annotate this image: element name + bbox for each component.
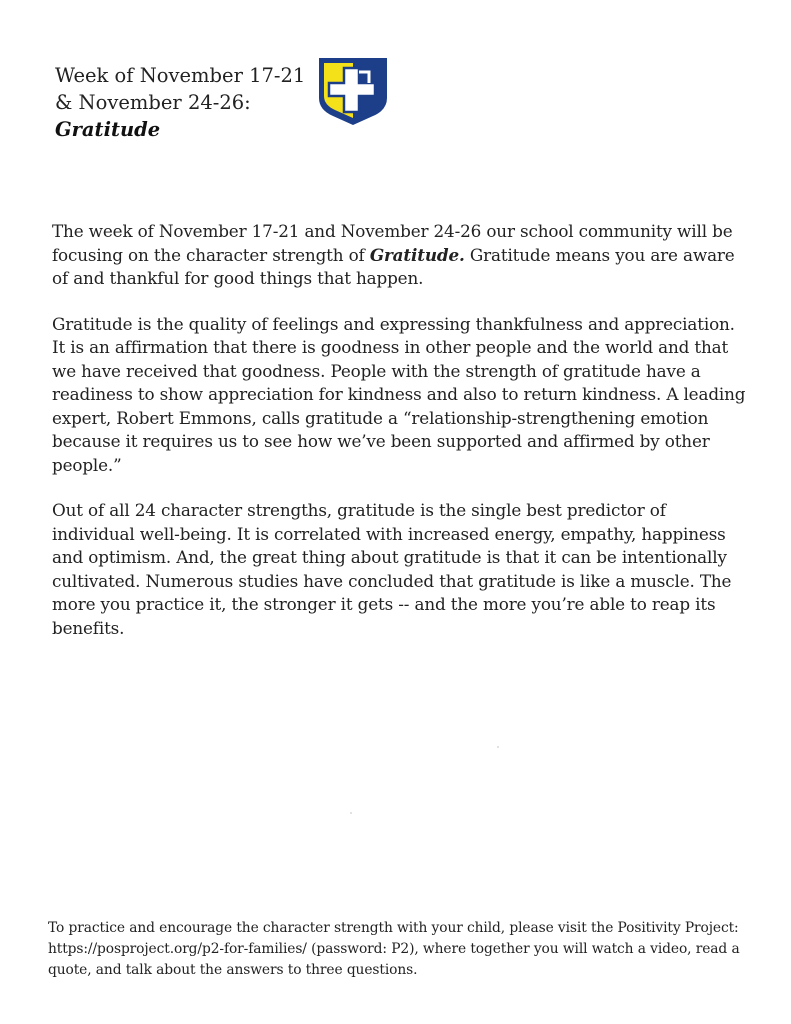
header-week-line-2: & November 24-26: [55, 91, 251, 114]
header-title: Gratitude [55, 118, 161, 141]
scan-speck [350, 812, 352, 814]
body-text [52, 220, 752, 662]
header [55, 62, 315, 143]
intro-emphasis: Gratitude. [369, 244, 465, 265]
intro-text-end: Gratitude means you are aware of and thankful for good things that happen. [52, 244, 735, 288]
definition-paragraph: Gratitude is the quality of feelings and expressing thankfulness and appreciation. It is an affirmation that there is goodness in other people and the world and that we have received that goodness. People with the strength of gratitude have a readiness to show appreciation for kindness and also to return kindness. A leading expert, Robert Emmons, calls gratitude a “relationship-strengthening emotion because it requires us to see how we’ve been supported and affirmed by other people.” [52, 313, 746, 475]
intro-text: The week of November 17-21 and November 24-26 our school community will be focusing on the character strength of [52, 221, 733, 265]
benefits-paragraph: Out of all 24 character strengths, gratitude is the single best predictor of individual well-being. It is correlated with increased energy, empathy, happiness and optimism. And, the great thing about gratitude is that it can be intentionally cultivated. Numerous studies have concluded that gratitude is like a muscle. The more you practice it, the stronger it gets -- and the more you’re able to reap its benefits. [52, 500, 732, 638]
scan-speck [497, 746, 499, 748]
school-crest-icon [315, 52, 391, 128]
footer-note: To practice and encourage the character strength with your child, please visit the Positivity Project: https://posproject.org/p2-for-families/ (password: P2), where together you will watch a video, read a quote, and talk about the answers to three questions. [48, 920, 740, 978]
intro-paragraph [52, 220, 752, 291]
header-week-line: Week of November 17-21 [55, 64, 306, 87]
